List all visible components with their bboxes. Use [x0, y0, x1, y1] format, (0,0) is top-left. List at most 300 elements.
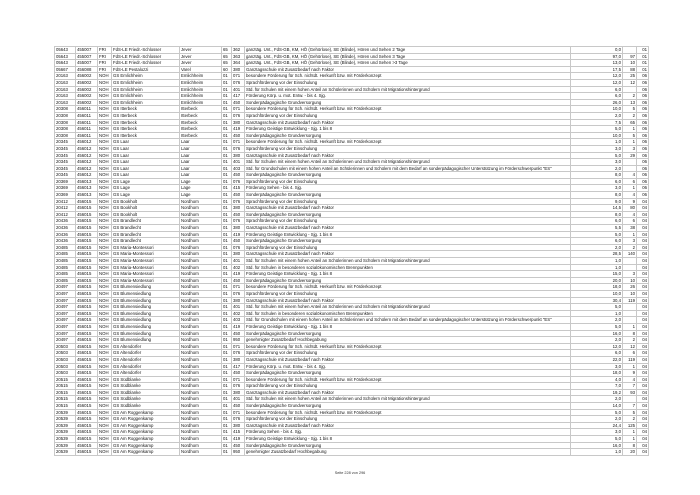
pupils-cell: 3	[623, 271, 637, 278]
office-code-cell: 456015	[76, 337, 98, 344]
measure-description-cell: Förderung Körp. u. mot. Entw. - bis 4. Sjg.	[245, 93, 571, 100]
district-cell: NOH	[98, 231, 112, 238]
measure-description-cell: Sprachförderung vor der Einschulung	[245, 244, 571, 251]
measure-code-cell: 380	[232, 422, 245, 429]
hours-cell: 12,0	[571, 343, 623, 350]
school-number-cell: 20485	[55, 244, 76, 251]
region-cell: 04	[637, 238, 649, 245]
school-number-cell: 20539	[55, 449, 76, 456]
hours-cell: 2,0	[571, 337, 623, 344]
district-cell: NOH	[98, 323, 112, 330]
school-name-cell: GS Laar	[112, 172, 180, 179]
type-code-cell: 01	[222, 119, 232, 126]
office-code-cell: 456015	[76, 198, 98, 205]
pupils-cell: 4	[623, 211, 637, 218]
office-code-cell: 456015	[76, 238, 98, 245]
measure-description-cell: besondere Förderung für Sch. nichtdt. Herkunft bzw. mit Förderkonzept	[245, 343, 571, 350]
hours-cell: 5,0	[571, 323, 623, 330]
measure-code-cell: 071	[232, 343, 245, 350]
town-cell: Nordhorn	[180, 337, 222, 344]
school-number-cell: 20497	[55, 337, 76, 344]
measure-description-cell: Sonderpädagogische Grundversorgung	[245, 132, 571, 139]
measure-code-cell: 950	[232, 337, 245, 344]
measure-code-cell: 419	[232, 126, 245, 133]
type-code-cell: 01	[222, 99, 232, 106]
type-code-cell: 01	[222, 370, 232, 377]
school-name-cell: GS Laar	[112, 139, 180, 146]
district-cell: NOH	[98, 99, 112, 106]
pupils-cell: 5	[623, 132, 637, 139]
measure-code-cell: 363	[232, 53, 245, 60]
type-code-cell: 65	[222, 47, 232, 54]
measure-code-cell: 380	[232, 389, 245, 396]
school-name-cell: GS Am Roggenkamp	[112, 442, 180, 449]
measure-code-cell: 076	[232, 416, 245, 423]
school-name-cell: GS Blumensiedlung	[112, 323, 180, 330]
town-cell: Jever	[180, 53, 222, 60]
table-row	[55, 323, 649, 330]
pupils-cell: 2	[623, 244, 637, 251]
town-cell: Emlichheim	[180, 79, 222, 86]
measure-description-cell: Ganztagsschule mit Zusatzbedarf nach Faktor	[245, 297, 571, 304]
office-code-cell: 456015	[76, 416, 98, 423]
measure-description-cell: genehmigter Zusatzbedarf Hochbegabung	[245, 449, 571, 456]
town-cell: Nordhorn	[180, 251, 222, 258]
pupils-cell: 3	[623, 238, 637, 245]
school-name-cell: GS Altendorfer	[112, 370, 180, 377]
region-cell: 06	[637, 106, 649, 113]
measure-code-cell: 450	[232, 238, 245, 245]
measure-description-cell: Sprachförderung vor der Einschulung	[245, 290, 571, 297]
hours-cell: 2,0	[571, 416, 623, 423]
school-name-cell: GS Am Roggenkamp	[112, 429, 180, 436]
school-name-cell: GS Maria-Montessori	[112, 258, 180, 265]
school-name-cell: GS Südblanke	[112, 389, 180, 396]
town-cell: Nordhorn	[180, 383, 222, 390]
type-code-cell: 01	[222, 363, 232, 370]
region-cell: 01	[637, 47, 649, 54]
school-number-cell: 20515	[55, 403, 76, 410]
table-row	[55, 297, 649, 304]
office-code-cell: 456015	[76, 330, 98, 337]
school-number-cell: 20539	[55, 409, 76, 416]
pupils-cell: 10	[623, 290, 637, 297]
measure-description-cell: Sprachförderung vor der Einschulung	[245, 218, 571, 225]
measure-description-cell: Förderung Geistige Entwicklung - Sjg. 1 bis 8	[245, 436, 571, 443]
school-number-cell: 20412	[55, 211, 76, 218]
region-cell: 04	[637, 422, 649, 429]
school-number-cell: 20497	[55, 304, 76, 311]
school-number-cell: 20515	[55, 383, 76, 390]
district-cell: NOH	[98, 165, 112, 172]
type-code-cell: 01	[222, 73, 232, 80]
measure-code-cell: 076	[232, 79, 245, 86]
measure-code-cell: 415	[232, 429, 245, 436]
table-row	[55, 337, 649, 344]
town-cell: Emlichheim	[180, 73, 222, 80]
region-cell: 01	[637, 53, 649, 60]
measure-code-cell: 402	[232, 310, 245, 317]
office-code-cell: 456011	[76, 106, 98, 113]
table-row	[55, 343, 649, 350]
type-code-cell: 01	[222, 436, 232, 443]
office-code-cell: 456015	[76, 271, 98, 278]
measure-code-cell: 450	[232, 442, 245, 449]
hours-cell: 5,0	[571, 409, 623, 416]
school-name-cell: GS Itterbeck	[112, 112, 180, 119]
hours-cell: 7,5	[571, 119, 623, 126]
pupils-cell: 88	[623, 66, 637, 73]
town-cell: Nordhorn	[180, 442, 222, 449]
hours-cell: 18,0	[571, 284, 623, 291]
type-code-cell: 01	[222, 343, 232, 350]
school-name-cell: GS Itterbeck	[112, 132, 180, 139]
table-row	[55, 112, 649, 119]
region-cell: 04	[637, 363, 649, 370]
measure-code-cell: 401	[232, 258, 245, 265]
office-code-cell: 456012	[76, 152, 98, 159]
table-row	[55, 350, 649, 357]
school-number-cell: 20503	[55, 356, 76, 363]
school-number-cell: 20503	[55, 343, 76, 350]
school-number-cell: 20308	[55, 106, 76, 113]
pupils-cell: 4	[623, 376, 637, 383]
district-cell: NOH	[98, 185, 112, 192]
office-code-cell: 456002	[76, 99, 98, 106]
type-code-cell: 01	[222, 225, 232, 232]
table-row	[55, 218, 649, 225]
school-name-cell: GS Maria-Montessori	[112, 251, 180, 258]
pupils-cell: 10	[623, 60, 637, 67]
measure-code-cell: 450	[232, 330, 245, 337]
district-cell: NOH	[98, 370, 112, 377]
measure-code-cell: 380	[232, 225, 245, 232]
measure-code-cell: 071	[232, 139, 245, 146]
region-cell: 04	[637, 343, 649, 350]
pupils-cell: 1	[623, 323, 637, 330]
measure-description-cell: genehmigter Zusatzbedarf Hochbegabung	[245, 337, 571, 344]
office-code-cell: 456015	[76, 310, 98, 317]
school-name-cell: GS Emlichheim	[112, 86, 180, 93]
pupils-cell: 12	[623, 343, 637, 350]
school-name-cell: GS Brandlecht	[112, 218, 180, 225]
district-cell: NOH	[98, 86, 112, 93]
school-number-cell: 20485	[55, 258, 76, 265]
measure-code-cell: 380	[232, 119, 245, 126]
region-cell: 06	[637, 152, 649, 159]
pupils-cell	[623, 47, 637, 54]
school-number-cell: 20345	[55, 152, 76, 159]
school-name-cell: GS Emlichheim	[112, 93, 180, 100]
school-name-cell: GS Südblanke	[112, 396, 180, 403]
office-code-cell: 456011	[76, 112, 98, 119]
hours-cell: 4,0	[571, 376, 623, 383]
hours-cell: 6,0	[571, 178, 623, 185]
hours-cell: 10,0	[571, 106, 623, 113]
school-name-cell: GS Lage	[112, 178, 180, 185]
school-name-cell: FdS-LE Friedr.-Schlosser	[112, 60, 180, 67]
school-number-cell: 20436	[55, 225, 76, 232]
hours-cell: 30,4	[571, 297, 623, 304]
hours-cell: 19,2	[571, 389, 623, 396]
district-cell: NOH	[98, 205, 112, 212]
measure-code-cell: 450	[232, 277, 245, 284]
office-code-cell: 456002	[76, 79, 98, 86]
pupils-cell: 1	[623, 185, 637, 192]
type-code-cell: 01	[222, 284, 232, 291]
town-cell: Nordhorn	[180, 370, 222, 377]
measure-code-cell: 076	[232, 350, 245, 357]
hours-cell: 5,0	[571, 126, 623, 133]
allocation-table	[54, 46, 649, 456]
pupils-cell	[623, 159, 637, 166]
office-code-cell: 456015	[76, 383, 98, 390]
town-cell: Itterbeck	[180, 119, 222, 126]
type-code-cell: 01	[222, 389, 232, 396]
district-cell: NOH	[98, 152, 112, 159]
table-row	[55, 106, 649, 113]
table-row	[55, 172, 649, 179]
table-row	[55, 165, 649, 172]
type-code-cell: 01	[222, 79, 232, 86]
measure-description-cell: Std. für Grundschulen mit einem hohen Anteil an Schülerinnen und Schülern mit dem Bedarf an sonderpädagogischer Unterstützung im Förderschwerpunkt "ES"	[245, 165, 571, 172]
pupils-cell: 1	[623, 139, 637, 146]
pupils-cell: 1	[623, 429, 637, 436]
town-cell: Jever	[180, 60, 222, 67]
office-code-cell: 456013	[76, 178, 98, 185]
region-cell: 06	[637, 126, 649, 133]
town-cell: Nordhorn	[180, 363, 222, 370]
district-cell: NOH	[98, 251, 112, 258]
school-name-cell: GS Blumensiedlung	[112, 330, 180, 337]
measure-description-cell: Förderung Sehen - bis 4. Sjg.	[245, 185, 571, 192]
pupils-cell: 1	[623, 436, 637, 443]
pupils-cell: 1	[623, 363, 637, 370]
table-row	[55, 132, 649, 139]
region-cell: 06	[637, 165, 649, 172]
district-cell: NOH	[98, 403, 112, 410]
table-row	[55, 258, 649, 265]
region-cell: 04	[637, 198, 649, 205]
region-cell: 04	[637, 244, 649, 251]
district-cell: NOH	[98, 159, 112, 166]
measure-code-cell: 076	[232, 383, 245, 390]
region-cell: 06	[637, 73, 649, 80]
town-cell: Itterbeck	[180, 112, 222, 119]
measure-code-cell: 950	[232, 449, 245, 456]
measure-description-cell: Förderung Geistige Entwicklung - Sjg. 1 bis 8	[245, 323, 571, 330]
town-cell: Emlichheim	[180, 93, 222, 100]
district-cell: NOH	[98, 383, 112, 390]
office-code-cell: 456015	[76, 422, 98, 429]
region-cell: 04	[637, 251, 649, 258]
school-number-cell: 20497	[55, 323, 76, 330]
pupils-cell: 80	[623, 205, 637, 212]
school-number-cell: 20369	[55, 178, 76, 185]
pupils-cell	[623, 165, 637, 172]
pupils-cell: 2	[623, 112, 637, 119]
district-cell: NOH	[98, 409, 112, 416]
type-code-cell: 01	[222, 231, 232, 238]
type-code-cell: 65	[222, 53, 232, 60]
measure-description-cell: ganztäg. Unt., FdS-GB, KM, HÖ (Gehörlose), SE (Blinde), Hören und Sehen 2 Tage	[245, 47, 571, 54]
hours-cell: 2,0	[571, 112, 623, 119]
table-row	[55, 422, 649, 429]
region-cell: 06	[637, 159, 649, 166]
pupils-cell	[623, 86, 637, 93]
measure-code-cell: 401	[232, 86, 245, 93]
measure-code-cell: 403	[232, 165, 245, 172]
town-cell: Laar	[180, 172, 222, 179]
hours-cell: 1,0	[571, 258, 623, 265]
measure-description-cell: ganztäg. Unt., FdS-GB, KM, HÖ (Gehörlose), SE (Blinde), Hören und Sehen 3 Tage	[245, 53, 571, 60]
office-code-cell: 456015	[76, 449, 98, 456]
hours-cell: 8,0	[571, 211, 623, 218]
office-code-cell: 456002	[76, 93, 98, 100]
school-name-cell: GS Laar	[112, 152, 180, 159]
school-name-cell: GS Südblanke	[112, 383, 180, 390]
region-cell: 06	[637, 99, 649, 106]
hours-cell: 3,0	[571, 159, 623, 166]
table-row	[55, 271, 649, 278]
hours-cell: 10,0	[571, 132, 623, 139]
school-name-cell: GS Brandlecht	[112, 231, 180, 238]
district-cell: NOH	[98, 290, 112, 297]
school-name-cell: GS Itterbeck	[112, 106, 180, 113]
hours-cell: 5,0	[571, 231, 623, 238]
region-cell: 01	[637, 66, 649, 73]
office-code-cell: 455007	[76, 47, 98, 54]
region-cell: 06	[637, 119, 649, 126]
office-code-cell: 456015	[76, 251, 98, 258]
type-code-cell: 01	[222, 86, 232, 93]
table-row	[55, 205, 649, 212]
region-cell: 04	[637, 383, 649, 390]
hours-cell: 18,0	[571, 370, 623, 377]
table-row	[55, 290, 649, 297]
type-code-cell: 01	[222, 416, 232, 423]
type-code-cell: 01	[222, 277, 232, 284]
pupils-cell: 7	[623, 403, 637, 410]
measure-code-cell: 417	[232, 93, 245, 100]
measure-code-cell: 450	[232, 99, 245, 106]
office-code-cell: 456015	[76, 409, 98, 416]
pupils-cell: 29	[623, 152, 637, 159]
measure-code-cell: 419	[232, 231, 245, 238]
school-number-cell: 20436	[55, 231, 76, 238]
school-name-cell: GS Emlichheim	[112, 79, 180, 86]
school-number-cell: 20539	[55, 422, 76, 429]
hours-cell: 26,0	[571, 99, 623, 106]
office-code-cell: 456015	[76, 231, 98, 238]
region-cell: 06	[637, 86, 649, 93]
hours-cell: 3,0	[571, 145, 623, 152]
table-row	[55, 429, 649, 436]
hours-cell: 5,0	[571, 152, 623, 159]
school-name-cell: GS Laar	[112, 165, 180, 172]
office-code-cell: 456015	[76, 370, 98, 377]
measure-description-cell: Std. für Grundschulen mit einem hohen Anteil an Schülerinnen und Schülern mit dem Bedarf an sonderpädagogischer Unterstützung im Förderschwerpunkt "ES"	[245, 317, 571, 324]
region-cell: 06	[637, 192, 649, 199]
office-code-cell: 456012	[76, 165, 98, 172]
measure-description-cell: Förderung Geistige Entwicklung - Sjg. 1 bis 8	[245, 271, 571, 278]
district-cell: NOH	[98, 317, 112, 324]
school-number-cell: 20163	[55, 79, 76, 86]
table-row	[55, 79, 649, 86]
hours-cell: 6,0	[571, 86, 623, 93]
school-name-cell: GS Am Roggenkamp	[112, 449, 180, 456]
pupils-cell	[623, 258, 637, 265]
table-row	[55, 449, 649, 456]
town-cell: Jever	[180, 47, 222, 54]
measure-description-cell: Std. für Schulen in besonderen sozialökonomischen Brennpunkten	[245, 264, 571, 271]
table-row	[55, 211, 649, 218]
hours-cell: 8,0	[571, 172, 623, 179]
district-cell: NOH	[98, 330, 112, 337]
pupils-cell: 13	[623, 99, 637, 106]
district-cell: FRI	[98, 60, 112, 67]
type-code-cell: 01	[222, 185, 232, 192]
school-name-cell: GS Blumensiedlung	[112, 284, 180, 291]
pupils-cell: 2	[623, 337, 637, 344]
school-number-cell: 20163	[55, 73, 76, 80]
region-cell: 04	[637, 258, 649, 265]
hours-cell: 8,0	[571, 192, 623, 199]
school-name-cell: GS Altendorfer	[112, 363, 180, 370]
town-cell: Itterbeck	[180, 126, 222, 133]
table-row	[55, 86, 649, 93]
table-row	[55, 139, 649, 146]
office-code-cell: 455007	[76, 53, 98, 60]
type-code-cell: 01	[222, 290, 232, 297]
table-row	[55, 231, 649, 238]
table-row	[55, 409, 649, 416]
measure-description-cell: Ganztagsschule mit Zusatzbedarf nach Faktor	[245, 356, 571, 363]
district-cell: NOH	[98, 112, 112, 119]
district-cell: NOH	[98, 238, 112, 245]
measure-description-cell: Förderung Körp. u. mot. Entw. - bis 4. Sjg.	[245, 363, 571, 370]
measure-code-cell: 401	[232, 396, 245, 403]
district-cell: NOH	[98, 178, 112, 185]
type-code-cell: 01	[222, 356, 232, 363]
school-name-cell: GS Lage	[112, 192, 180, 199]
measure-description-cell: Sprachförderung vor der Einschulung	[245, 383, 571, 390]
office-code-cell: 456015	[76, 376, 98, 383]
office-code-cell: 456013	[76, 185, 98, 192]
region-cell: 04	[637, 416, 649, 423]
town-cell: Nordhorn	[180, 264, 222, 271]
table-row	[55, 192, 649, 199]
pupils-cell	[623, 264, 637, 271]
hours-cell: 1,0	[571, 310, 623, 317]
district-cell: NOH	[98, 310, 112, 317]
hours-cell: 3,0	[571, 429, 623, 436]
school-number-cell: 20539	[55, 436, 76, 443]
table-row	[55, 389, 649, 396]
region-cell: 04	[637, 442, 649, 449]
pupils-cell: 12	[623, 79, 637, 86]
district-cell: NOH	[98, 337, 112, 344]
school-number-cell: 20497	[55, 290, 76, 297]
district-cell: NOH	[98, 356, 112, 363]
measure-description-cell: Ganztagsschule mit Zusatzbedarf nach Faktor	[245, 225, 571, 232]
school-name-cell: GS Emlichheim	[112, 73, 180, 80]
town-cell: Nordhorn	[180, 409, 222, 416]
type-code-cell: 01	[222, 403, 232, 410]
hours-cell: 16,0	[571, 442, 623, 449]
table-body	[55, 47, 649, 456]
pupils-cell: 6	[623, 218, 637, 225]
